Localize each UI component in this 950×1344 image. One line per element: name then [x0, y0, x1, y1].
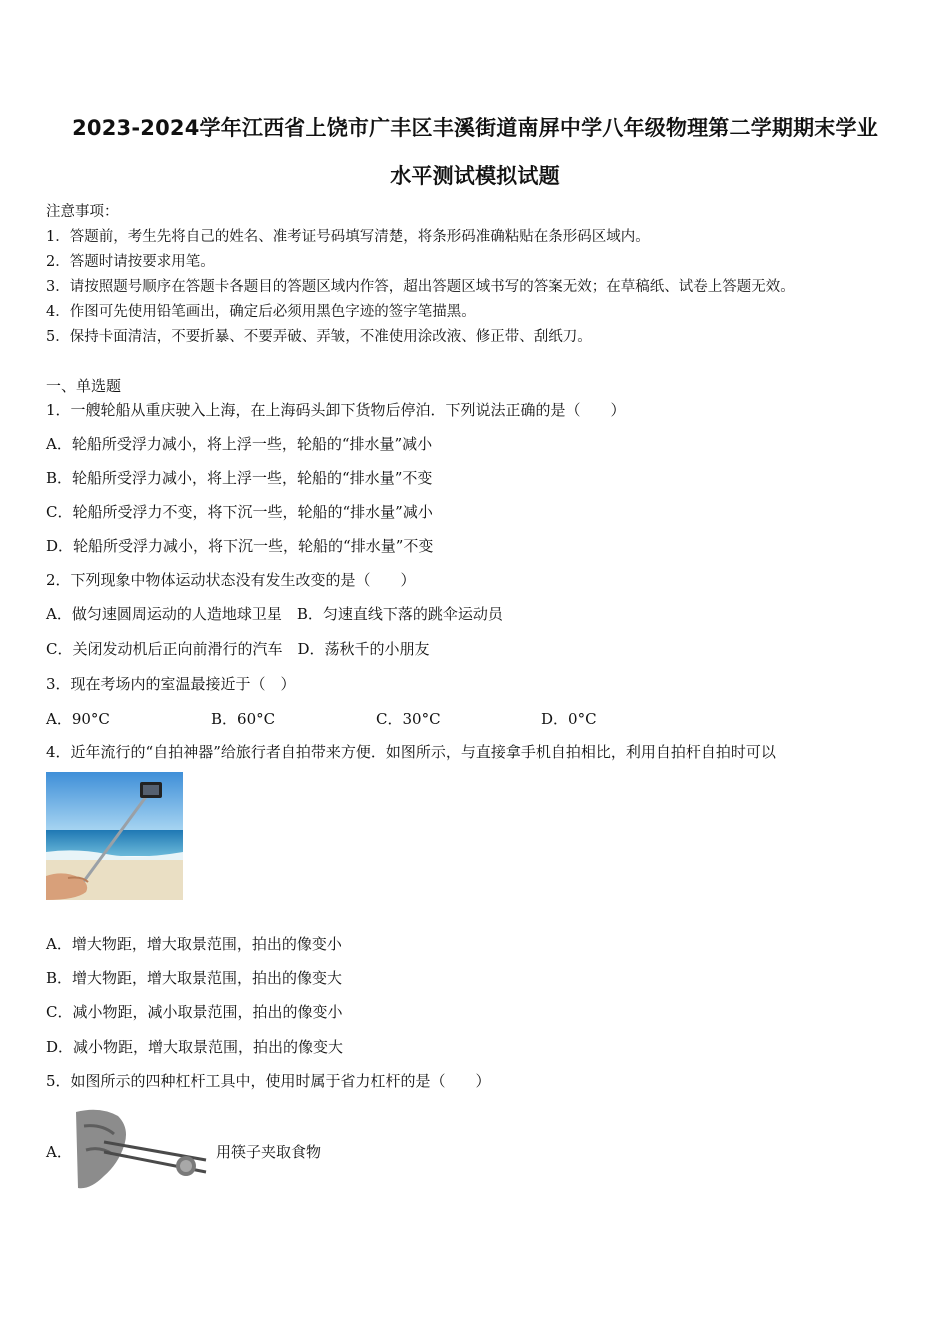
q5-stem: 5．如图所示的四种杠杆工具中，使用时属于省力杠杆的是（ ） — [46, 1072, 491, 1090]
section-heading: 一、单选题 — [46, 377, 122, 395]
q5-option-a-text: 用筷子夹取食物 — [216, 1143, 322, 1161]
q3-stem: 3．现在考场内的室温最接近于（ ） — [46, 675, 296, 693]
q3-option-d: D．0°C — [541, 710, 597, 728]
q2-stem: 2．下列现象中物体运动状态没有发生改变的是（ ） — [46, 571, 416, 589]
note-item-2: 2．答题时请按要求用笔。 — [46, 254, 215, 270]
q5-option-a-letter: A． — [46, 1143, 72, 1161]
q1-option-c: C．轮船所受浮力不变，将下沉一些，轮船的“排水量”减小 — [46, 503, 433, 521]
note-item-4: 4．作图可先使用铅笔画出，确定后必须用黑色字迹的签字笔描黑。 — [46, 304, 476, 320]
exam-title-line1: 2023-2024学年江西省上饶市广丰区丰溪街道南屏中学八年级物理第二学期期末学业 — [72, 116, 878, 140]
note-item-3: 3．请按照题号顺序在答题卡各题目的答题区域内作答，超出答题区域书写的答案无效；在草稿纸、试卷上答题无效。 — [46, 279, 795, 295]
note-item-5: 5．保持卡面清洁，不要折暴、不要弄破、弄皱，不准使用涂改液、修正带、刮纸刀。 — [46, 329, 592, 345]
q4-stem: 4．近年流行的“自拍神器”给旅行者自拍带来方便．如图所示，与直接拿手机自拍相比，利用自拍杆自拍时可以 — [46, 743, 776, 761]
q3-option-b: B．60°C — [211, 710, 276, 728]
q1-option-b: B．轮船所受浮力减小，将上浮一些，轮船的“排水量”不变 — [46, 469, 433, 487]
selfie-stick-image — [46, 772, 183, 900]
q4-option-c: C．减小物距，减小取景范围，拍出的像变小 — [46, 1003, 343, 1021]
q1-option-a: A．轮船所受浮力减小，将上浮一些，轮船的“排水量”减小 — [46, 435, 433, 453]
q4-option-a: A．增大物距，增大取景范围，拍出的像变小 — [46, 935, 342, 953]
q2-options-row1: A．做匀速圆周运动的人造地球卫星 B．匀速直线下落的跳伞运动员 — [46, 605, 503, 623]
q4-option-d: D．减小物距，增大取景范围，拍出的像变大 — [46, 1038, 344, 1056]
q3-option-c: C．30°C — [376, 710, 441, 728]
q3-option-a: A．90°C — [46, 710, 110, 728]
q1-option-d: D．轮船所受浮力减小，将下沉一些，轮船的“排水量”不变 — [46, 537, 434, 555]
note-item-1: 1．答题前，考生先将自己的姓名、准考证号码填写清楚，将条形码准确粘贴在条形码区域内。 — [46, 229, 650, 245]
exam-title-line2: 水平测试模拟试题 — [390, 164, 560, 188]
q2-options-row2: C．关闭发动机后正向前滑行的汽车 D．荡秋千的小朋友 — [46, 640, 430, 658]
notes-heading: 注意事项： — [46, 204, 119, 220]
chopsticks-image — [74, 1106, 212, 1192]
q4-option-b: B．增大物距，增大取景范围，拍出的像变大 — [46, 969, 343, 987]
q1-stem: 1．一艘轮船从重庆驶入上海，在上海码头卸下货物后停泊．下列说法正确的是（ ） — [46, 401, 626, 419]
